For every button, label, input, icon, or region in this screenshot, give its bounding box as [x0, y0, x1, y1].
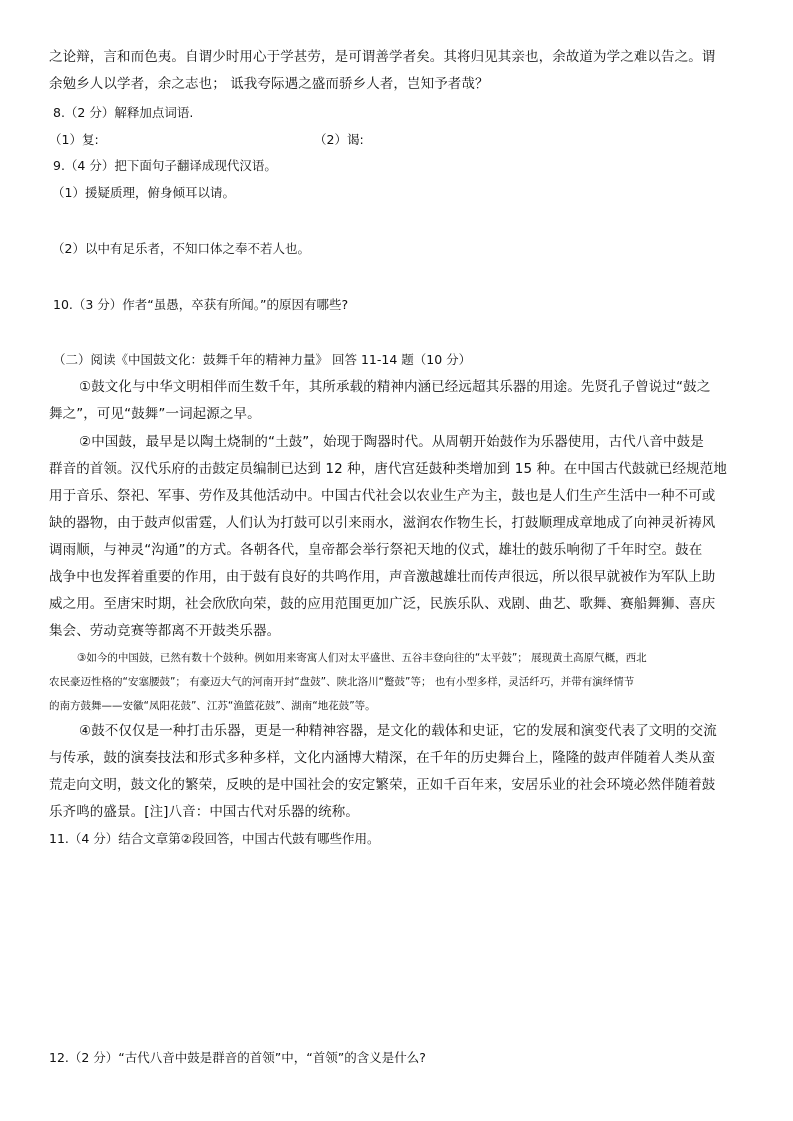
paragraph-3-line: ③如今的中国鼓，已然有数十个鼓种。例如用来寄寓人们对太平盛世、五谷丰登向往的“太平鼓”； 展现黄土高原气概，西北 [77, 652, 647, 664]
question-12-stem: 12.（2 分）“古代八音中鼓是群音的首领”中，“首领”的含义是什么? [49, 1050, 426, 1065]
question-8-item-2: （2）谒: [314, 132, 364, 147]
paragraph-2-line: 缺的器物，由于鼓声似雷霆，人们认为打鼓可以引来雨水，滋润农作物生长，打鼓顺理成章地成了向神灵祈祷风 [49, 515, 716, 531]
question-9-item-1: （1）援疑质理，俯身倾耳以请。 [52, 185, 235, 200]
question-11-stem: 11.（4 分）结合文章第②段回答，中国古代鼓有哪些作用。 [49, 831, 380, 846]
paragraph-4-line: 与传承，鼓的演奏技法和形式多种多样，文化内涵博大精深，在千年的历史舞台上，隆隆的鼓声伴随着人类从蛮 [49, 750, 716, 766]
passage-line: 余勉乡人以学者，余之志也； 诋我夸际遇之盛而骄乡人者，岂知予者哉？ [49, 76, 489, 92]
question-9-stem: 9.（4 分）把下面句子翻译成现代汉语。 [53, 158, 277, 173]
paragraph-4-line: ④鼓不仅仅是一种打击乐器，更是一种精神容器，是文化的载体和史证，它的发展和演变代表了文明的交流 [79, 723, 717, 739]
paragraph-4-line: 荒走向文明，鼓文化的繁荣，反映的是中国社会的安定繁荣，正如千百年来，安居乐业的社会环境必然伴随着鼓 [49, 777, 716, 793]
paragraph-2-line: 威之用。至唐宋时期，社会欣欣向荣，鼓的应用范围更加广泛，民族乐队、戏剧、曲艺、歌舞、赛船舞狮、喜庆 [49, 596, 716, 612]
question-9-item-2: （2）以中有足乐者，不知口体之奉不若人也。 [52, 241, 310, 256]
paragraph-2-line: 集会、劳动竞赛等都离不开鼓类乐器。 [49, 623, 281, 639]
paragraph-3-line: 的南方鼓舞——安徽“凤阳花鼓”、江苏“渔篮花鼓”、湖南“地花鼓”等。 [49, 700, 376, 712]
paragraph-4-line: 乐齐鸣的盛景。[注]八音：中国古代对乐器的统称。 [49, 804, 359, 820]
paragraph-2-line: ②中国鼓，最早是以陶土烧制的“土鼓”，始现于陶器时代。从周朝开始鼓作为乐器使用，古代八音中鼓是 [79, 434, 704, 450]
paragraph-2-line: 群音的首领。汉代乐府的击鼓定员编制已达到 12 种，唐代宫廷鼓种类增加到 15 种。在中国古代鼓就已经规范地 [49, 461, 727, 477]
question-10-stem: 10.（3 分）作者“虽愚，卒获有所闻。”的原因有哪些? [53, 297, 349, 312]
paragraph-2-line: 调雨顺，与神灵“沟通”的方式。各朝各代，皇帝都会举行祭祀天地的仪式，雄壮的鼓乐响彻了千年时空。鼓在 [49, 542, 703, 558]
paragraph-3-line: 农民豪迈性格的“安塞腰鼓”； 有豪迈大气的河南开封“盘鼓”、陕北洛川“蹩鼓”等； 也有小型多样，灵活纤巧，并带有演绎情节 [49, 676, 635, 688]
paragraph-2-line: 战争中也发挥着重要的作用，由于鼓有良好的共鸣作用，声音激越雄壮而传声很远，所以很早就被作为军队上助 [49, 569, 716, 585]
question-8-item-1: （1）复: [49, 132, 99, 147]
paragraph-1-line: 舞之”，可见“鼓舞”一词起源之早。 [49, 406, 261, 422]
section-heading: （二）阅读《中国鼓文化：鼓舞千年的精神力量》 回答 11-14 题（10 分） [53, 352, 472, 367]
passage-line: 之论辩，言和而色夷。自谓少时用心于学甚劳，是可谓善学者矣。其将归见其亲也，余故道为学之难以告之。谓 [49, 49, 716, 65]
paragraph-2-line: 用于音乐、祭祀、军事、劳作及其他活动中。中国古代社会以农业生产为主，鼓也是人们生产生活中一种不可或 [49, 488, 716, 504]
question-8-stem: 8.（2 分）解释加点词语. [53, 105, 194, 120]
paragraph-1-line: ①鼓文化与中华文明相伴而生数千年，其所承载的精神内涵已经远超其乐器的用途。先贤孔子曾说过“鼓之 [79, 379, 711, 395]
